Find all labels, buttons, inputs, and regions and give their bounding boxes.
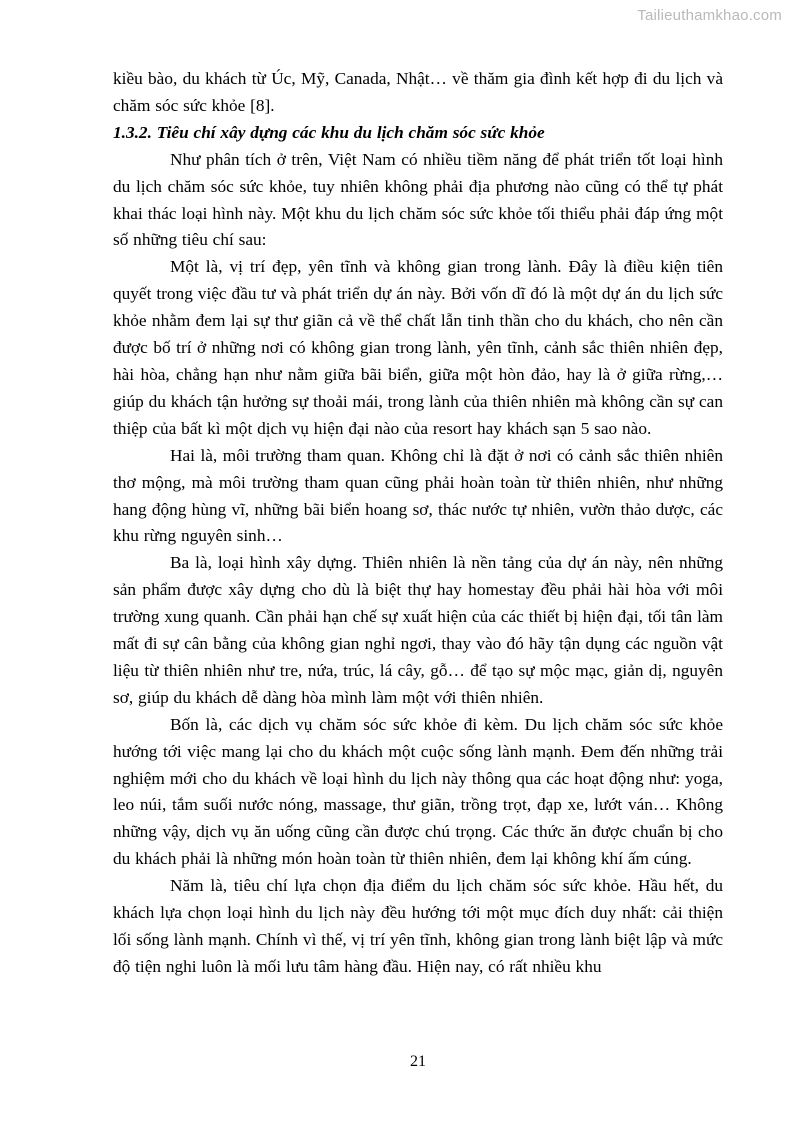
body-paragraph: Hai là, môi trường tham quan. Không chỉ là đặt ở nơi có cảnh sắc thiên nhiên thơ mộng, mà môi trường tham quan cũng phải hoàn toàn từ thiên nhiên, như những hang động hùng vĩ, những bãi biển hoang sơ, thác nước tự nhiên, vườn thảo dược, các khu rừng nguyên sinh…	[113, 445, 723, 546]
watermark: Tailieuthamkhao.com	[637, 7, 782, 24]
body-paragraph: Một là, vị trí đẹp, yên tĩnh và không gian trong lành. Đây là điều kiện tiên quyết trong việc đầu tư và phát triển dự án này. Bởi vốn dĩ đó là một dự án du lịch sức khỏe nhằm đem lại sự thư giãn cả về thể chất lẫn tinh thần cho du khách, cho nên cần được bố trí ở những nơi có không gian trong lành, yên tĩnh, cảnh sắc thiên nhiên đẹp, hài hòa, chẳng hạn như nằm giữa bãi biển, giữa một hòn đảo, hay là ở giữa rừng,… giúp du khách tận hưởng sự thoải mái, trong lành của thiên nhiên mà không cần sự can thiệp của bất kì một dịch vụ hiện đại nào của resort hay khách sạn 5 sao nào.	[113, 257, 723, 438]
page-number: 21	[410, 1053, 426, 1070]
body-paragraph: Ba là, loại hình xây dựng. Thiên nhiên là nền tảng của dự án này, nên những sản phẩm được xây dựng cho dù là biệt thự hay homestay đều phải hài hòa với môi trường xung quanh. Cần phải hạn chế sự xuất hiện của các thiết bị hiện đại, tối tân làm mất đi sự cân bằng của không gian nghỉ ngơi, thay vào đó hãy tận dụng các nguồn vật liệu từ thiên nhiên như tre, nứa, trúc, lá cây, gỗ… để tạo sự mộc mạc, giản dị, nguyên sơ, giúp du khách dễ dàng hòa mình làm một với thiên nhiên.	[113, 553, 723, 707]
page-content	[113, 66, 723, 981]
body-paragraph: Như phân tích ở trên, Việt Nam có nhiều tiềm năng để phát triển tốt loại hình du lịch chăm sóc sức khỏe, tuy nhiên không phải địa phương nào cũng có thể tự phát khai thác loại hình này. Một khu du lịch chăm sóc sức khỏe tối thiểu phải đáp ứng một số những tiêu chí sau:	[113, 149, 723, 250]
intro-paragraph: kiều bào, du khách từ Úc, Mỹ, Canada, Nhật… về thăm gia đình kết hợp đi du lịch và chăm sóc sức khỏe [8].	[113, 69, 723, 115]
body-paragraph: Bốn là, các dịch vụ chăm sóc sức khỏe đi kèm. Du lịch chăm sóc sức khỏe hướng tới việc mang lại cho du khách một cuộc sống lành mạnh. Đem đến những trải nghiệm mới cho du khách về loại hình du lịch này thông qua các hoạt động như: yoga, leo núi, tắm suối nước nóng, massage, thư giãn, trồng trọt, đạp xe, lướt ván… Không những vậy, dịch vụ ăn uống cũng cần được chú trọng. Các thức ăn được chuẩn bị cho du khách phải là những món hoàn toàn từ thiên nhiên, đem lại không khí ấm cúng.	[113, 714, 723, 869]
section-heading: 1.3.2. Tiêu chí xây dựng các khu du lịch chăm sóc sức khỏe	[113, 122, 545, 142]
body-paragraph: Năm là, tiêu chí lựa chọn địa điểm du lịch chăm sóc sức khỏe. Hầu hết, du khách lựa chọn loại hình du lịch này đều hướng tới một mục đích duy nhất: cải thiện lối sống lành mạnh. Chính vì thế, vị trí yên tĩnh, không gian trong lành biệt lập và mức độ tiện nghi luôn là mối lưu tâm hàng đầu. Hiện nay, có rất nhiều khu	[113, 876, 723, 976]
